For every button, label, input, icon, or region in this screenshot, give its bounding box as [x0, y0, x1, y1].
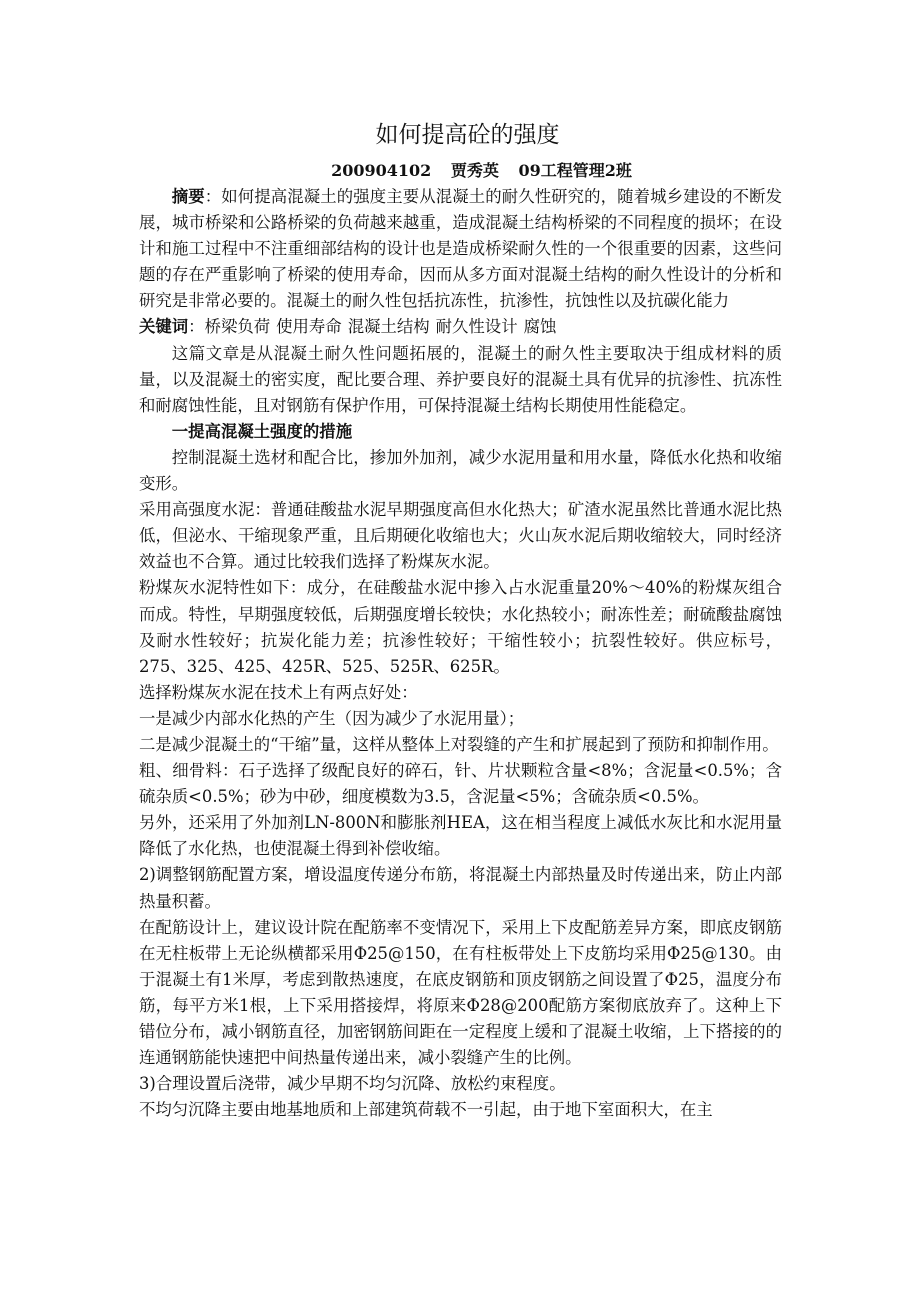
body-paragraph: 采用高强度水泥：普通硅酸盐水泥早期强度高但水化热大；矿渣水泥虽然比普通水泥比热低，但泌水、干缩现象严重，且后期硬化收缩也大；火山灰水泥后期收缩较大，同时经济效益也不合算。通过比较我们选择了粉煤灰水泥。 [139, 500, 782, 572]
body-paragraph: 二是减少混凝土的“干缩”量，这样从整体上对裂缝的产生和扩展起到了预防和抑制作用。 [139, 734, 779, 754]
document-title: 如何提高砼的强度 [375, 122, 560, 148]
body-paragraph: 选择粉煤灰水泥在技术上有两点好处： [139, 682, 418, 702]
keywords-colon: ： [188, 317, 205, 337]
abstract-text: ：如何提高混凝土的强度主要从混凝土的耐久性研究的，随着城乡建设的不断发展，城市桥梁和公路桥梁的负荷越来越重，造成混凝土结构桥梁的不同程度的损坏；在设计和施工过程中不注重细部结构的设计也是造成桥梁耐久性的一个很重要的因素，这些问题的存在严重影响了桥梁的使用寿命，因而从多方面对混凝土结构的耐久性设计的分析和研究是非常必要的。混凝土的耐久性包括抗冻性，抗渗性，抗蚀性以及抗碳化能力 [139, 187, 783, 311]
keyword-item: 桥梁负荷 [204, 317, 271, 337]
intro-paragraph: 这篇文章是从混凝土耐久性问题拓展的，混凝土的耐久性主要取决于组成材料的质量，以及混凝土的密实度，配比要合理、养护要良好的混凝土具有优异的抗渗性、抗冻性和耐腐蚀性能，且对钢筋有保护作用，可保持混凝土结构长期使用性能稳定。 [139, 343, 782, 415]
body-paragraph: 2)调整钢筋配置方案，增设温度传递分布筋，将混凝土内部热量及时传递出来，防止内部热量积蓄。 [139, 865, 782, 911]
keyword-item: 混凝土结构 [347, 317, 430, 337]
class-name: 09工程管理2班 [518, 161, 632, 180]
keywords-label: 关键词 [139, 317, 189, 337]
abstract-paragraph [139, 184, 782, 314]
document-page [139, 116, 782, 1123]
keyword-item: 腐蚀 [523, 317, 557, 337]
body-paragraph: 控制混凝土选材和配合比，掺加外加剂，减少水泥用量和用水量，降低水化热和收缩变形。 [139, 447, 782, 494]
body-paragraph: 3)合理设置后浇带，减少早期不均匀沉降、放松约束程度。 [139, 1074, 566, 1094]
body-paragraph: 不均匀沉降主要由地基地质和上部建筑荷载不一引起，由于地下室面积大，在主 [139, 1100, 713, 1120]
body-paragraph: 一是减少内部水化热的产生（因为减少了水泥用量）； [139, 708, 525, 728]
keyword-item: 耐久性设计 [435, 317, 518, 337]
section-heading: 一提高混凝土强度的措施 [171, 421, 353, 441]
author-byline [139, 158, 782, 184]
body-paragraph: 另外，还采用了外加剂LN-800N和膨胀剂HEA，这在相当程度上减低水灰比和水泥用量降低了水化热，也使混凝土得到补偿收缩。 [139, 813, 782, 859]
body-paragraph: 在配筋设计上，建议设计院在配筋率不变情况下，采用上下皮配筋差异方案，即底皮钢筋在无柱板带上无论纵横都采用Φ25@150，在有柱板带处上下皮筋均采用Φ25@130。由于混凝土有1米厚，考虑到散热速度，在底皮钢筋和顶皮钢筋之间设置了Φ25，温度分布筋，每平方米1根，上下采用搭接焊，将原来Φ28@200配筋方案彻底放弃了。这种上下错位分布，减小钢筋直径，加密钢筋间距在一定程度上缓和了混凝土收缩，上下搭接的的连通钢筋能快速把中间热量传递出来，减小裂缝产生的比例。 [139, 917, 782, 1068]
keywords-line [139, 314, 782, 340]
keyword-item: 使用寿命 [276, 317, 342, 337]
body-paragraph: 粉煤灰水泥特性如下：成分，在硅酸盐水泥中掺入占水泥重量20%～40%的粉煤灰组合而成。特性，早期强度较低，后期强度增长较快；水化热较小；耐冻性差；耐硫酸盐腐蚀及耐水性较好；抗炭化能力差；抗渗性较好；干缩性较小；抗裂性较好。供应标号，275、325、425、425R、525、525R、625R。 [139, 578, 782, 676]
student-id: 200904102 [331, 161, 432, 180]
abstract-label: 摘要 [171, 187, 205, 206]
author-name: 贾秀英 [450, 161, 499, 180]
body-paragraph: 粗、细骨料：石子选择了级配良好的碎石，针、片状颗粒含量<8%；含泥量<0.5%；含硫杂质<0.5%；砂为中砂，细度模数为3.5，含泥量<5%；含硫杂质<0.5%。 [139, 761, 782, 807]
